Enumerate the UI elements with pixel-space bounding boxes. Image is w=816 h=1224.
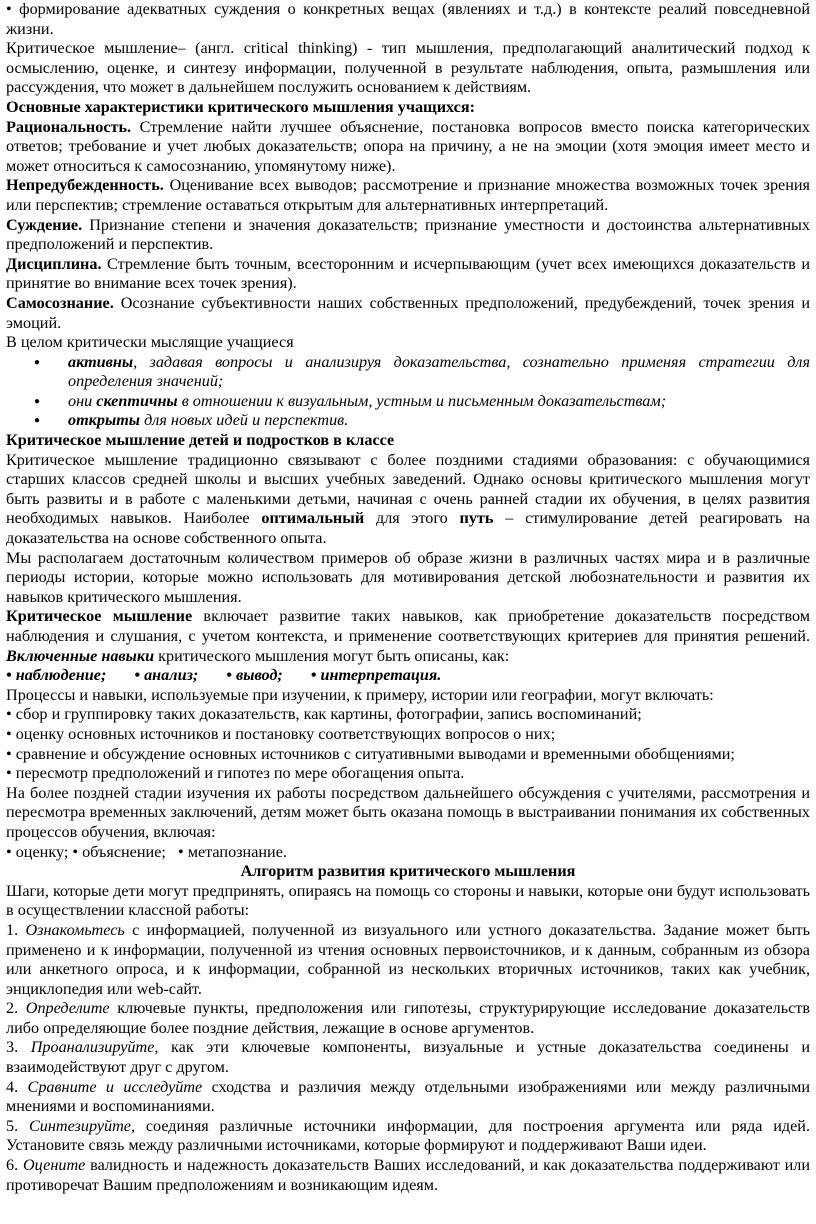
list-item: • сравнение и обсуждение основных источников с ситуативными выводами и временными обобщениями;: [6, 744, 735, 763]
children-paragraph-2: Мы располагаем достаточным количеством примеров об образе жизни в различных частях мира и в различные периоды истории, которые можно использовать для мотивирования детской любознательности и развития их навыков критического мышления.: [6, 548, 810, 606]
children-paragraph-5: На более поздней стадии изучения их работы посредством дальнейшего обсуждения с учителями, рассмотрения и пересмотра временных заключений, детям может быть оказана помощь в выстраивании понимания их собственных процессов обучения, включая:: [6, 783, 810, 841]
list-item: • пересмотр предположений и гипотез по мере обогащения опыта.: [6, 764, 465, 783]
students-lead: В целом критически мыслящие учащиеся: [6, 333, 294, 352]
characteristic-discipline: Дисциплина. Стремление быть точным, всесторонним и исчерпывающим (учет всех имеющихся доказательств и принятие во внимание всех точек зрения).: [6, 254, 810, 293]
characteristic-rationality: Рациональность. Стремление найти лучшее объяснение, постановка вопросов вместо поиска категорических ответов; требование и учет любых доказательств; опора на причину, а не на эмоции (хотя эмоция имеет место и может относиться к самосознанию, упомянутому ниже).: [6, 117, 810, 175]
algorithm-step-6: 6. Оцените валидность и надежность доказательств Ваших исследований, и как доказательства поддерживают или противоречат Вашим предположениям и возникающим идеям.: [6, 1156, 811, 1194]
characteristics-heading: Основные характеристики критического мышления учащихся:: [6, 97, 476, 116]
skill-item: • наблюдение;: [6, 666, 107, 685]
characteristic-judgement: Суждение. Признание степени и значения доказательств; признание уместности и достоинства альтернативных предположений и перспектив.: [6, 215, 810, 254]
skill-item: • анализ;: [134, 666, 199, 685]
children-paragraph-3: Критическое мышление включает развитие таких навыков, как приобретение доказательств посредством наблюдения и слушания, с учетом контекста, и применение соответствующих критериев для принятия решений. Включенные навыки критического мышления могут быть описаны, как:: [6, 607, 811, 665]
algorithm-heading: Алгоритм развития критического мышления: [240, 862, 576, 881]
list-item: • оценку основных источников и постановку соответствующих вопросов о них;: [6, 724, 556, 743]
list-item: • сбор и группировку таких доказательств, как картины, фотографии, запись воспоминаний;: [6, 705, 642, 724]
children-paragraph-6: • оценку; • объяснение; • метапознание.: [6, 842, 287, 861]
list-item: ● активны, задавая вопросы и анализируя доказательства, сознательно применяя стратегии для определения значений;: [52, 353, 810, 392]
intro-bullet: • формирование адекватных суждения о конкретных вещах (явлениях и т.д.) в контексте реалий повседневной жизни.: [6, 0, 810, 38]
algorithm-intro: Шаги, которые дети могут предпринять, опираясь на помощь со стороны и навыки, которые они будут использовать в осуществлении классной работы:: [6, 881, 810, 920]
skill-item: • вывод;: [226, 666, 283, 685]
skills-list: [6, 666, 810, 686]
algorithm-step-1: 1. Ознакомьтесь с информацией, полученной из визуального или устного доказательства. Задание может быть применено и к информации, полученной из чтения основных первоисточников, и к данным, собранным из обзора или анкетного опроса, и к информации, собранной из нескольких вторичных источников, таких как учебник, энциклопедия или web-сайт.: [6, 920, 810, 998]
algorithm-step-4: 4. Сравните и исследуйте сходства и различия между отдельными изображениями или между различными мнениями и воспоминаниями.: [6, 1077, 810, 1116]
skill-item: • интерпретация.: [310, 666, 442, 685]
list-item: ● открыты для новых идей и перспектив.: [52, 411, 810, 431]
algorithm-step-2: 2. Определите ключевые пункты, предположения или гипотезы, структурирующие исследование доказательств либо определяющие более поздние действия, лежащие в основе аргументов.: [6, 999, 810, 1037]
children-heading: Критическое мышление детей и подростков в классе: [6, 431, 395, 450]
algorithm-step-5: 5. Синтезируйте, соединяя различные источники информации, для построения аргумента или ряда идей. Установите связь между различными источниками, которые формируют и поддерживают Ваши идеи.: [6, 1116, 810, 1155]
students-bullet-list: [6, 353, 810, 431]
children-paragraph-1: Критическое мышление традиционно связывают с более поздними стадиями образования: с обучающимися старших классов средней школы и высших учебных заведений. Однако основы критического мышления могут быть развиты и в работе с маленькими детьми, начиная с очень ранней стадии их обучения, в целях развития необходимых навыков. Наиболее оптимальный для этого путь – стимулирование детей реагировать на доказательства на основе собственного опыта.: [6, 450, 810, 548]
characteristic-self-awareness: Самосознание. Осознание субъективности наших собственных предположений, предубеждений, точек зрения и эмоций.: [6, 293, 810, 332]
characteristic-openness: Непредубежденность. Оценивание всех выводов; рассмотрение и признание множества возможных точек зрения или перспектив; стремление оставаться открытым для альтернативных интерпретаций.: [6, 176, 810, 214]
definition-paragraph: Критическое мышление– (англ. critical thinking) - тип мышления, предполагающий аналитический подход к осмыслению, оценке, и синтезу информации, полученной в результате наблюдения, опыта, размышления или рассуждения, что может в дальнейшем послужить основанием к действиям.: [6, 39, 810, 97]
list-item: ● они скептичны в отношении к визуальным, устным и письменным доказательствам;: [52, 392, 810, 412]
children-paragraph-4: Процессы и навыки, используемые при изучении, к примеру, истории или географии, могут включать:: [6, 685, 714, 704]
algorithm-step-3: 3. Проанализируйте, как эти ключевые компоненты, визуальные и устные доказательства соединены и взаимодействуют друг с другом.: [6, 1038, 810, 1077]
